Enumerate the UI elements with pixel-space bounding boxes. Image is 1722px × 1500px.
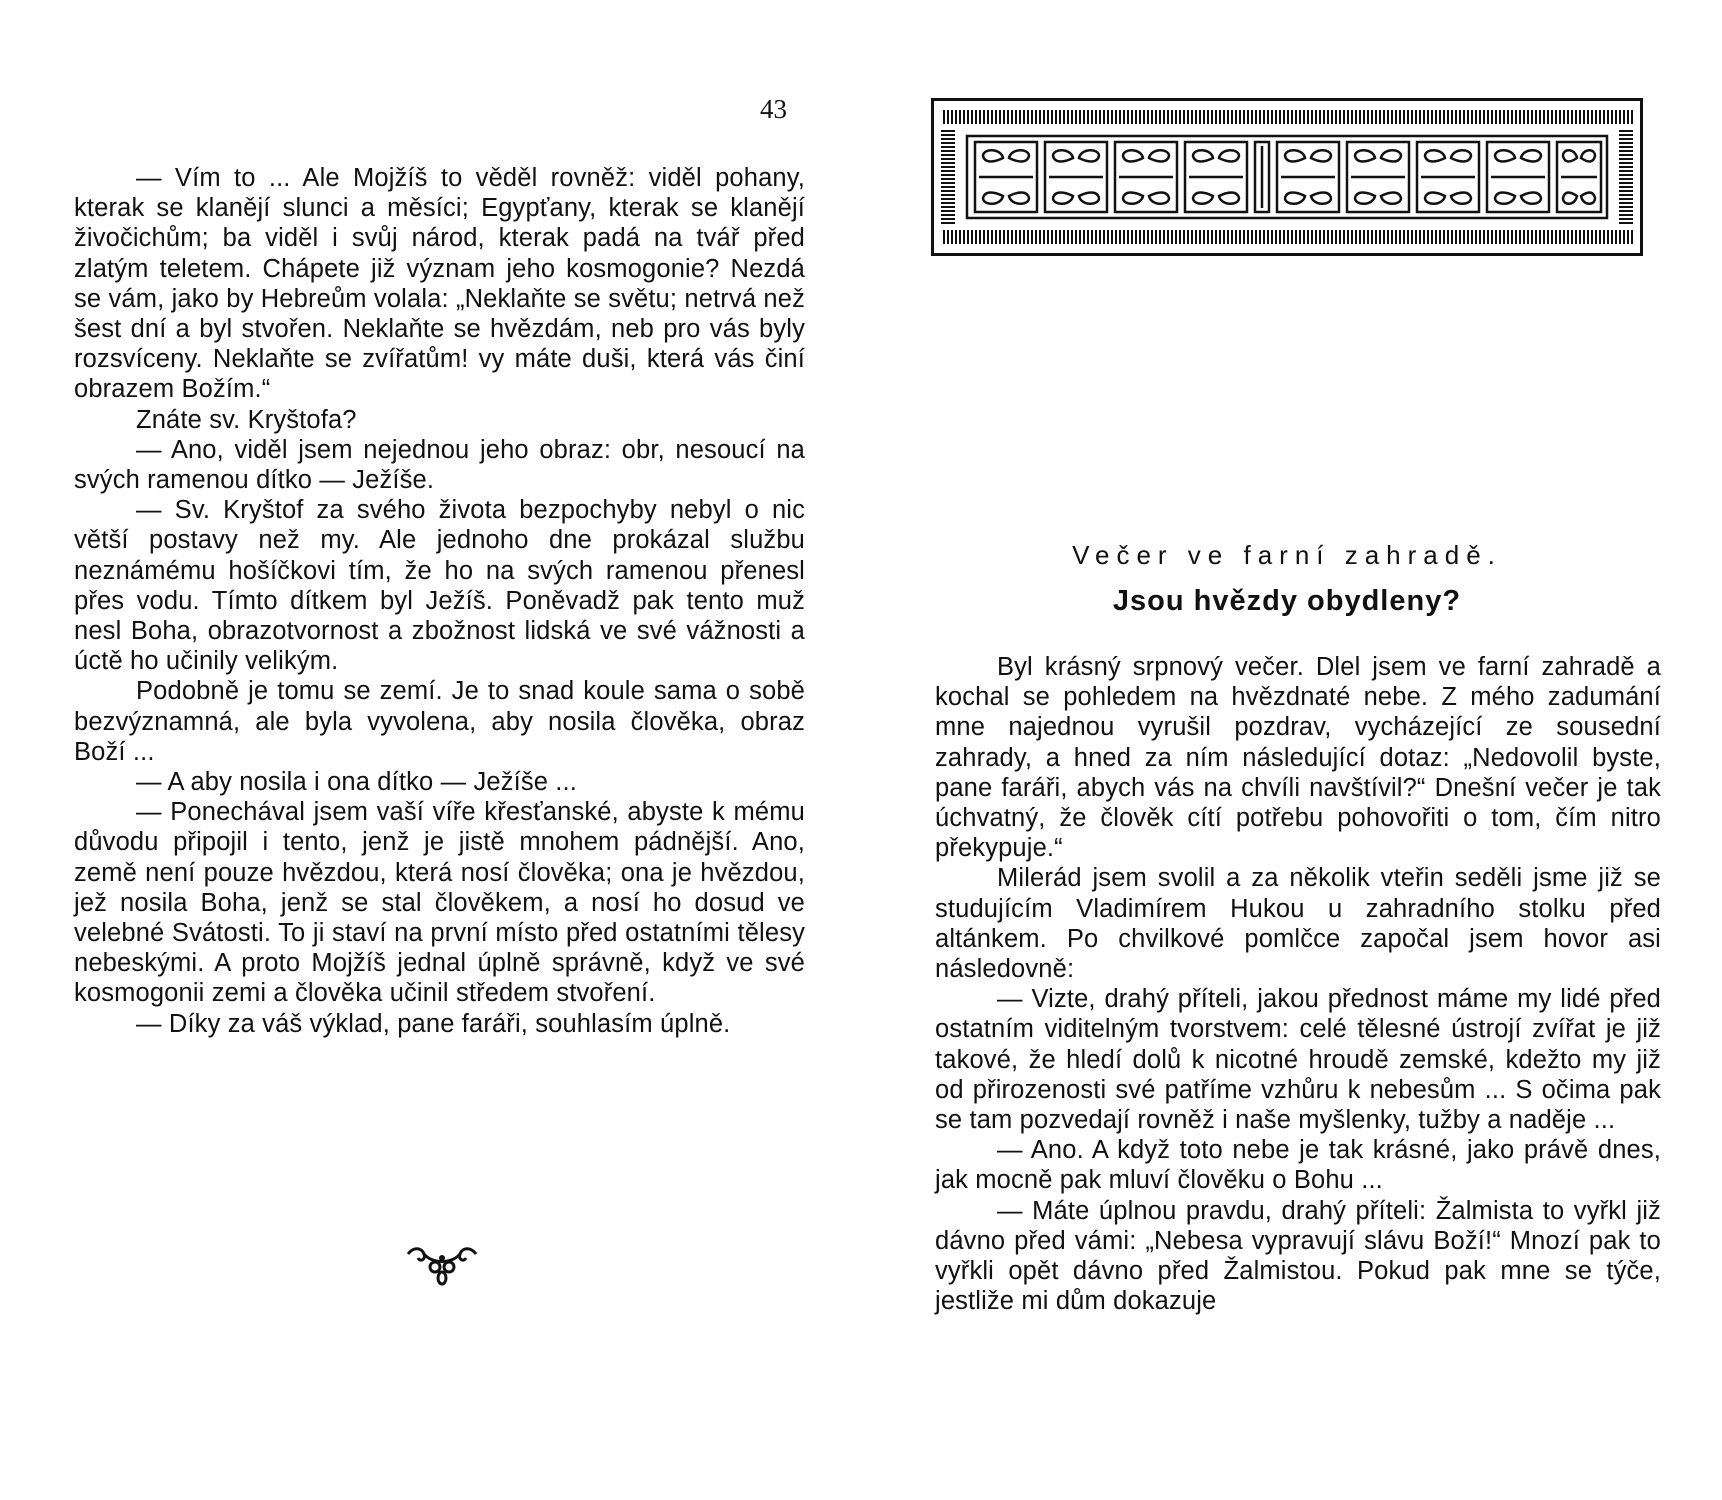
- paragraph: — Díky za váš výklad, pane faráři, souhlasím úplně.: [136, 1009, 731, 1038]
- paragraph: — Ano, viděl jsem nejednou jeho obraz: obr, nesoucí na svých ramenou dítko — Ježíše.: [74, 435, 805, 495]
- section-subtitle: Jsou hvězdy obydleny?: [1112, 585, 1462, 617]
- left-page-text: [74, 163, 805, 1039]
- paragraph: Milerád jsem svolil a za několik vteřin seděli jsme již se studujícím Vladimírem Hukou u zahradního stolku před altánkem. Po chvilkové pomlčce započal jsem hovor asi následovně:: [935, 864, 1661, 984]
- scroll-fleuron-icon: [404, 1240, 480, 1288]
- section-title: Večer ve farní zahradě.: [1072, 540, 1502, 570]
- paragraph: — Ponechával jsem vaší víře křesťanské, abyste k mému důvodu připojil i tento, jenž je jistě mnohem pádnější. Ano, země není pouze hvězdou, která nosí člověka; ona je hvězdou, jež nosila Boha, jenž se stal člověkem, a nosí ho dosud ve velebné Svátosti. To ji staví na první místo před ostatními tělesy nebeskými. A proto Mojžíš jednal úplně správně, když ve své kosmogonii zemi a člověka učinil středem stvoření.: [74, 798, 805, 1008]
- paragraph: Znáte sv. Kryštofa?: [136, 405, 357, 434]
- paragraph: Podobně je tomu se zemí. Je to snad koule sama o sobě bezvýznamná, ale byla vyvolena, aby nosila člověka, obraz Boží ...: [74, 677, 805, 766]
- right-page: [861, 0, 1722, 1500]
- page-number: 43: [760, 94, 787, 124]
- paragraph: Byl krásný srpnový večer. Dlel jsem ve farní zahradě a kochal se pohledem na hvězdnaté nebe. Z mého zadumání mne najednou vyrušil pozdrav, vycházející ze sousední zahrady, a hned za ním následující dotaz: „Nedovolil byste, pane faráři, abych vás na chvíli navštívil?“ Dnešní večer je tak úchvatný, že člověk cítí potřebu pohovořiti o tom, čím nitro překypuje.“: [935, 653, 1661, 863]
- decorative-headpiece-border: [931, 98, 1643, 256]
- paragraph: — Vím to ... Ale Mojžíš to věděl rovněž: viděl pohany, kterak se klanějí slunci a měsíci; Egypťany, kterak se klanějí živočichům; ba viděl i svůj národ, kterak padá na tvář před zlatým teletem. Chápete již význam jeho kosmogonie? Nezdá se vám, jako by Hebreům volala: „Neklaňte se světu; netrvá než šest dní a byl stvořen. Neklaňte se hvězdám, neb pro vás byly rozsvíceny. Neklaňte se zvířatům! vy máte duši, která vás činí obrazem Božím.“: [74, 164, 805, 404]
- paragraph: — Máte úplnou pravdu, drahý příteli: Žalmista to vyřkl již dávno před vámi: „Nebesa vypravují slávu Boží!“ Mnozí pak to vyřkli opět dávno před Žalmistou. Pokud pak mne se týče, jestliže mi dům dokazuje: [935, 1196, 1661, 1316]
- paragraph: — Ano. A když toto nebe je tak krásné, jako právě dnes, jak mocně pak mluví člověku o Bohu ...: [935, 1136, 1661, 1195]
- paragraph: — A aby nosila i ona dítko — Ježíše ...: [136, 768, 577, 797]
- paragraph: — Sv. Kryštof za svého života bezpochyby nebyl o nic větší postavy než my. Ale jednoho dne prokázal službu neznámému hošíčkovi tím, že ho na svých ramenou přenesl přes vodu. Tímto dítkem byl Ježíš. Poněvadž pak tento muž nesl Boha, obrazotvornost a zbožnost lidská ve své vážnosti a úctě ho učinily velikým.: [74, 496, 805, 676]
- right-page-text: [935, 652, 1661, 1316]
- paragraph: — Vizte, drahý příteli, jakou přednost máme my lidé před ostatním viditelným tvorstvem: celé tělesné ústrojí zvířat je již takové, že hledí dolů k nicotné hroudě zemské, kdežto my již od přirozenosti své patříme vzhůru k nebesům ... S očima pak se tam pozvedají rovněž i naše myšlenky, tužby a naděje ...: [935, 985, 1661, 1135]
